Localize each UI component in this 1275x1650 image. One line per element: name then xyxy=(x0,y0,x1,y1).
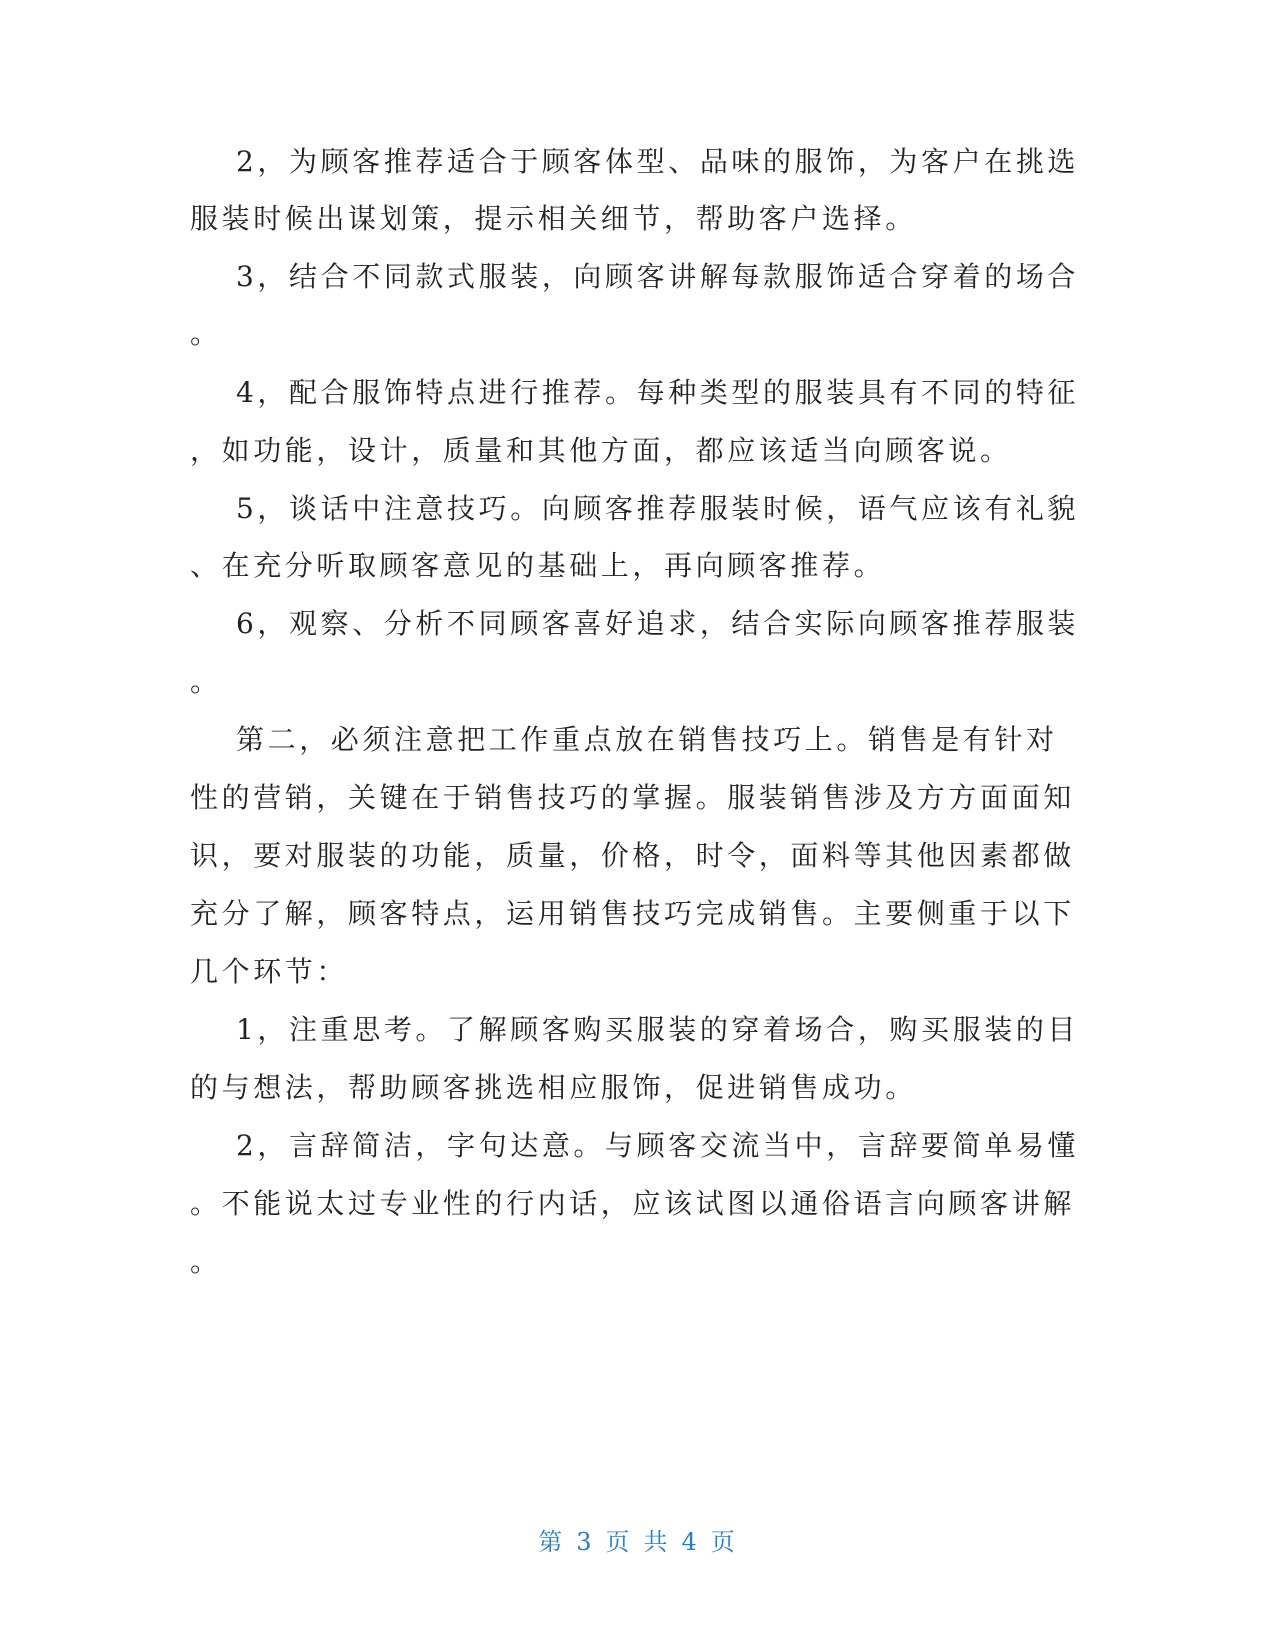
line-8: 、在充分听取顾客意见的基础上，再向顾客推荐。 xyxy=(190,549,886,582)
page-footer xyxy=(0,1528,1275,1556)
line-19: 。不能说太过专业性的行内话，应该试图以通俗语言向顾客讲解 xyxy=(190,1187,1075,1220)
line-13: 识，要对服装的功能，质量，价格，时令，面料等其他因素都做 xyxy=(190,839,1075,872)
line-7: 5，谈话中注意技巧。向顾客推荐服装时候，语气应该有礼貌 xyxy=(236,492,1080,525)
line-6: ，如功能，设计，质量和其他方面，都应该适当向顾客说。 xyxy=(190,434,1012,467)
line-15: 几个环节： xyxy=(190,955,349,988)
line-17: 的与想法，帮助顾客挑选相应服饰，促进销售成功。 xyxy=(190,1071,917,1104)
line-14: 充分了解，顾客特点，运用销售技巧完成销售。主要侧重于以下 xyxy=(190,897,1075,930)
footer-current-page: 3 xyxy=(576,1528,594,1556)
line-12: 性的营销，关键在于销售技巧的掌握。服装销售涉及方方面面知 xyxy=(190,781,1075,814)
line-2: 服装时候出谋划策，提示相关细节，帮助客户选择。 xyxy=(190,202,917,235)
line-11: 第二，必须注意把工作重点放在销售技巧上。销售是有针对 xyxy=(236,723,1058,756)
line-3: 3，结合不同款式服装，向顾客讲解每款服饰适合穿着的场合 xyxy=(236,260,1080,293)
footer-label-gong: 共 xyxy=(643,1528,670,1556)
line-20: 。 xyxy=(190,1245,222,1278)
footer-total-pages: 4 xyxy=(681,1528,699,1556)
footer-label-ye: 页 xyxy=(605,1528,632,1556)
line-1: 2，为顾客推荐适合于顾客体型、品味的服饰，为客户在挑选 xyxy=(236,145,1080,178)
line-4: 。 xyxy=(190,317,222,350)
line-18: 2，言辞简洁，字句达意。与顾客交流当中，言辞要简单易懂 xyxy=(236,1129,1080,1162)
footer-label-di: 第 xyxy=(538,1528,565,1556)
footer-label-ye-2: 页 xyxy=(710,1528,737,1556)
line-16: 1，注重思考。了解顾客购买服装的穿着场合，购买服装的目 xyxy=(236,1013,1080,1046)
line-10: 。 xyxy=(190,665,222,698)
line-5: 4，配合服饰特点进行推荐。每种类型的服装具有不同的特征 xyxy=(236,376,1080,409)
line-9: 6，观察、分析不同顾客喜好追求，结合实际向顾客推荐服装 xyxy=(236,607,1080,640)
